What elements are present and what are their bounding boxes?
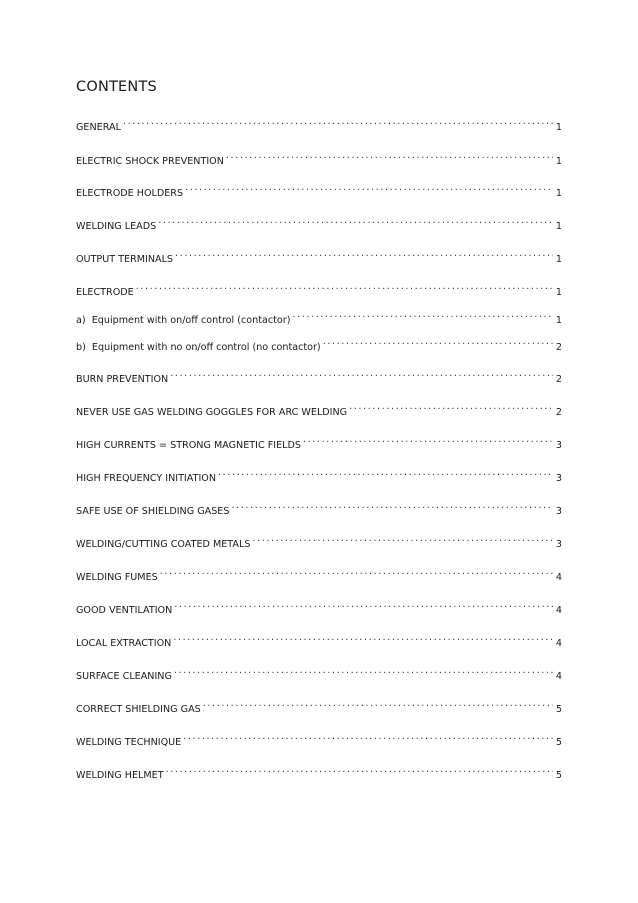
toc-entry[interactable] (76, 114, 562, 133)
toc-dot-leader (174, 597, 553, 613)
toc-entry[interactable] (76, 762, 562, 781)
toc-entry-page: 1 (555, 315, 562, 326)
toc-entry-label: WELDING LEADS (76, 221, 157, 232)
toc-entry[interactable] (76, 630, 562, 649)
toc-entry-page: 1 (555, 188, 562, 199)
toc-entry-page: 4 (555, 572, 562, 583)
toc-entry-label: LOCAL EXTRACTION (76, 638, 172, 649)
toc-entry[interactable] (76, 279, 562, 298)
toc-dot-leader (323, 334, 553, 350)
toc-dot-leader (174, 663, 553, 679)
toc-entry-page: 1 (555, 254, 562, 265)
toc-dot-leader (231, 498, 552, 514)
toc-dot-leader (183, 729, 553, 745)
toc-entry-page: 1 (555, 221, 562, 232)
toc-entry-label: HIGH FREQUENCY INITIATION (76, 473, 216, 484)
toc-dot-leader (158, 213, 553, 229)
toc-entry-page: 4 (555, 605, 562, 616)
toc-entry-label: BURN PREVENTION (76, 374, 169, 385)
toc-entry-label: OUTPUT TERMINALS (76, 254, 174, 265)
toc-entry-page: 1 (555, 122, 562, 133)
toc-entry[interactable] (76, 597, 562, 616)
toc-entry-label: WELDING FUMES (76, 572, 158, 583)
toc-entry-page: 5 (555, 770, 562, 781)
toc-entry[interactable] (76, 148, 562, 167)
toc-entry[interactable] (76, 564, 562, 583)
toc-entry-label: SAFE USE OF SHIELDING GASES (76, 506, 230, 517)
toc-entry-label: WELDING TECHNIQUE (76, 737, 182, 748)
toc-entry-page: 5 (555, 737, 562, 748)
toc-entry[interactable] (76, 366, 562, 385)
toc-subentry[interactable] (76, 307, 562, 326)
toc-entry-label: ELECTRODE HOLDERS (76, 188, 184, 199)
toc-dot-leader (218, 465, 553, 481)
toc-entry[interactable] (76, 180, 562, 199)
toc-entry-page: 1 (555, 287, 562, 298)
toc-dot-leader (203, 696, 553, 712)
toc-dot-leader (303, 432, 553, 448)
toc-entry-label: GENERAL (76, 122, 121, 133)
contents-title: CONTENTS (76, 79, 157, 95)
toc-entry-page: 2 (555, 407, 562, 418)
toc-entry-label: ELECTRODE (76, 287, 134, 298)
toc-dot-leader (123, 114, 553, 130)
toc-dot-leader (166, 762, 553, 778)
toc-dot-leader (292, 307, 552, 323)
toc-entry-page: 2 (555, 342, 562, 353)
toc-entry[interactable] (76, 246, 562, 265)
toc-entry-label: WELDING HELMET (76, 770, 164, 781)
toc-entry-page: 3 (555, 539, 562, 550)
toc-entry[interactable] (76, 465, 562, 484)
toc-entry-page: 1 (555, 156, 562, 167)
toc-entry[interactable] (76, 399, 562, 418)
toc-entry-label: ELECTRIC SHOCK PREVENTION (76, 156, 224, 167)
toc-dot-leader (160, 564, 553, 580)
toc-dot-leader (170, 366, 553, 382)
toc-entry-page: 3 (555, 473, 562, 484)
toc-entry[interactable] (76, 432, 562, 451)
toc-entry[interactable] (76, 729, 562, 748)
toc-entry-label: CORRECT SHIELDING GAS (76, 704, 201, 715)
toc-entry-page: 4 (555, 638, 562, 649)
toc-dot-leader (136, 279, 553, 295)
toc-entry-page: 3 (555, 506, 562, 517)
toc-entry-label: GOOD VENTILATION (76, 605, 173, 616)
toc-entry[interactable] (76, 696, 562, 715)
toc-entry-label: HIGH CURRENTS = STRONG MAGNETIC FIELDS (76, 440, 301, 451)
toc-entry-page: 4 (555, 671, 562, 682)
toc-dot-leader (226, 148, 553, 164)
toc-entry[interactable] (76, 531, 562, 550)
toc-entry-page: 3 (555, 440, 562, 451)
toc-dot-leader (185, 180, 553, 196)
toc-entry[interactable] (76, 663, 562, 682)
toc-entry[interactable] (76, 213, 562, 232)
toc-dot-leader (173, 630, 553, 646)
toc-dot-leader (175, 246, 553, 262)
toc-entry-label: NEVER USE GAS WELDING GOGGLES FOR ARC WELDING (76, 407, 348, 418)
toc-entry-page: 5 (555, 704, 562, 715)
toc-dot-leader (252, 531, 552, 547)
toc-entry-label: SURFACE CLEANING (76, 671, 172, 682)
toc-entry-label: WELDING/CUTTING COATED METALS (76, 539, 251, 550)
toc-entry-label: a) Equipment with on/off control (contactor) (76, 315, 291, 326)
toc-subentry[interactable] (76, 334, 562, 353)
toc-entry[interactable] (76, 498, 562, 517)
toc-dot-leader (349, 399, 553, 415)
toc-entry-page: 2 (555, 374, 562, 385)
toc-entry-label: b) Equipment with no on/off control (no contactor) (76, 342, 321, 353)
